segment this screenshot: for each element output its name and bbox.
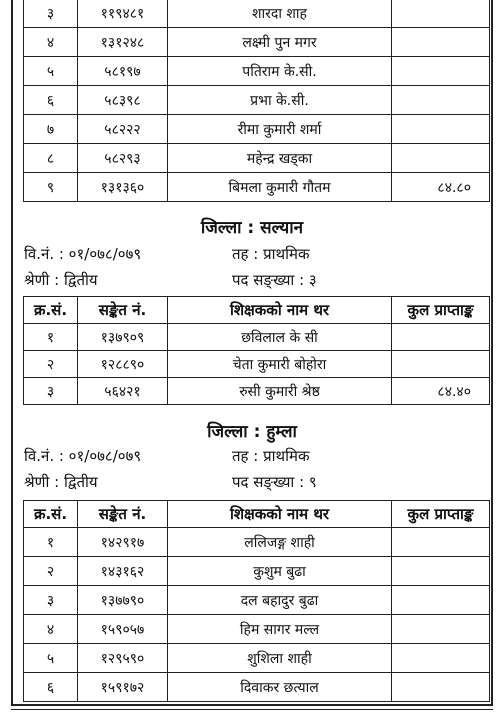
name-cell: महेन्द्र खड्का <box>168 144 392 173</box>
serial-cell: ६ <box>24 673 78 702</box>
serial-cell: ३ <box>24 0 78 28</box>
results-table-salyan <box>23 296 490 405</box>
table-row <box>24 673 490 702</box>
ad-number: वि.नं. : ०१/०७८/०७९ <box>24 245 142 263</box>
name-cell: छविलाल के सी <box>168 324 392 351</box>
table-row <box>24 351 490 378</box>
serial-cell: ४ <box>24 615 78 644</box>
col-header-symbol-no: सङ्केत नं. <box>78 297 168 324</box>
symbol-number-cell: १२८८९० <box>78 351 168 378</box>
symbol-number-cell: १५९१७२ <box>78 673 168 702</box>
symbol-number-cell: १३७९०९ <box>78 324 168 351</box>
serial-cell: २ <box>24 557 78 586</box>
col-header-serial: क्र.सं. <box>24 501 78 528</box>
symbol-number-cell: १४३१६२ <box>78 557 168 586</box>
table-row <box>24 557 490 586</box>
table-row <box>24 57 490 86</box>
symbol-number-cell: ५८२२२ <box>78 115 168 144</box>
symbol-number-cell: ५६४२१ <box>78 378 168 405</box>
level-label: तह : प्राथमिक <box>232 447 310 465</box>
table-row <box>24 86 490 115</box>
symbol-number-cell: १२९५९० <box>78 644 168 673</box>
name-cell: चेता कुमारी बोहोरा <box>168 351 392 378</box>
serial-cell: ५ <box>24 57 78 86</box>
post-count: पद सङ्ख्या : ३ <box>232 271 317 289</box>
page-bottom-rule <box>11 709 493 710</box>
col-header-serial: क्र.सं. <box>24 297 78 324</box>
serial-cell: ९ <box>24 173 78 202</box>
table-row <box>24 173 490 202</box>
symbol-number-cell: १३१३६० <box>78 173 168 202</box>
name-cell: लक्ष्मी पुन मगर <box>168 28 392 57</box>
table-row <box>24 644 490 673</box>
serial-cell: ३ <box>24 378 78 405</box>
symbol-number-cell: ५८२९३ <box>78 144 168 173</box>
total-marks-cell: ८४.८० <box>392 173 490 202</box>
results-table-continued <box>23 0 490 202</box>
name-cell: हिम सागर मल्ल <box>168 615 392 644</box>
symbol-number-cell: १५९०५७ <box>78 615 168 644</box>
total-marks-cell <box>392 557 490 586</box>
name-cell: रीमा कुमारी शर्मा <box>168 115 392 144</box>
class-label: श्रेणी : द्वितीय <box>24 271 98 289</box>
name-cell: शुशिला शाही <box>168 644 392 673</box>
symbol-number-cell: ५८३९८ <box>78 86 168 115</box>
total-marks-cell <box>392 57 490 86</box>
serial-cell: ६ <box>24 86 78 115</box>
name-cell: शारदा शाह <box>168 0 392 28</box>
serial-cell: ८ <box>24 144 78 173</box>
class-label: श्रेणी : द्वितीय <box>24 473 98 491</box>
total-marks-cell <box>392 144 490 173</box>
total-marks-cell <box>392 86 490 115</box>
district-heading: जिल्ला : हुम्ला <box>207 422 297 442</box>
total-marks-cell <box>392 351 490 378</box>
total-marks-cell <box>392 115 490 144</box>
district-heading: जिल्ला : सल्यान <box>200 218 304 238</box>
total-marks-cell <box>392 586 490 615</box>
name-cell: पतिराम के.सी. <box>168 57 392 86</box>
serial-cell: ५ <box>24 644 78 673</box>
ad-number: वि.नं. : ०१/०७८/०७९ <box>24 447 142 465</box>
name-cell: दल बहादुर बुढा <box>168 586 392 615</box>
col-header-name: शिक्षकको नाम थर <box>168 297 392 324</box>
name-cell: दिवाकर छत्याल <box>168 673 392 702</box>
results-table-humla <box>23 500 490 702</box>
serial-cell: ४ <box>24 28 78 57</box>
name-cell: रुसी कुमारी श्रेष्ठ <box>168 378 392 405</box>
total-marks-cell <box>392 673 490 702</box>
table-row <box>24 378 490 405</box>
level-label: तह : प्राथमिक <box>232 245 310 263</box>
serial-cell: १ <box>24 324 78 351</box>
serial-cell: २ <box>24 351 78 378</box>
symbol-number-cell: ५८१९७ <box>78 57 168 86</box>
col-header-name: शिक्षकको नाम थर <box>168 501 392 528</box>
table-row <box>24 615 490 644</box>
serial-cell: ३ <box>24 586 78 615</box>
total-marks-cell <box>392 0 490 28</box>
table-row <box>24 115 490 144</box>
name-cell: बिमला कुमारी गौतम <box>168 173 392 202</box>
symbol-number-cell: ११९४८१ <box>78 0 168 28</box>
table-row <box>24 0 490 28</box>
name-cell: कुशुम बुढा <box>168 557 392 586</box>
total-marks-cell <box>392 324 490 351</box>
table-row <box>24 144 490 173</box>
table-row <box>24 324 490 351</box>
col-header-symbol-no: सङ्केत नं. <box>78 501 168 528</box>
serial-cell: ७ <box>24 115 78 144</box>
total-marks-cell <box>392 28 490 57</box>
col-header-total-marks: कुल प्राप्ताङ्क <box>392 501 490 528</box>
name-cell: प्रभा के.सी. <box>168 86 392 115</box>
table-row <box>24 586 490 615</box>
total-marks-cell <box>392 615 490 644</box>
table-row <box>24 528 490 557</box>
post-count: पद सङ्ख्या : ९ <box>232 473 317 491</box>
table-row <box>24 28 490 57</box>
total-marks-cell <box>392 644 490 673</box>
name-cell: ललिजङ्ग शाही <box>168 528 392 557</box>
total-marks-cell: ८४.४० <box>392 378 490 405</box>
symbol-number-cell: १३७७९० <box>78 586 168 615</box>
total-marks-cell <box>392 528 490 557</box>
serial-cell: १ <box>24 528 78 557</box>
symbol-number-cell: १४२९१७ <box>78 528 168 557</box>
symbol-number-cell: १३१२४८ <box>78 28 168 57</box>
col-header-total-marks: कुल प्राप्ताङ्क <box>392 297 490 324</box>
